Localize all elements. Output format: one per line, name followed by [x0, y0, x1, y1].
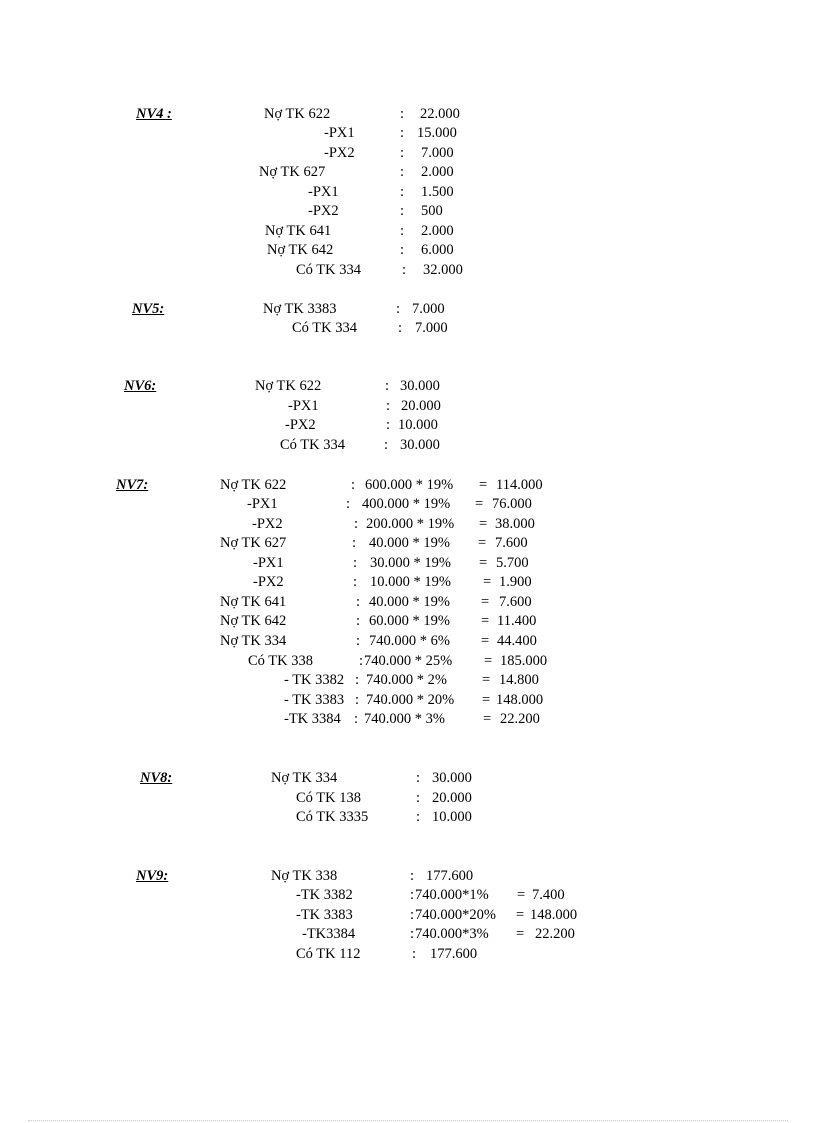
account-label: -TK 3383 [296, 907, 353, 923]
entry-label: NV8: [140, 770, 173, 786]
entry-label: NV6: [124, 378, 157, 394]
amount: 22.000 [420, 106, 460, 122]
result: 22.200 [535, 926, 575, 942]
amount: 7.000 [415, 320, 448, 336]
colon: : [353, 555, 358, 571]
colon: : [353, 574, 358, 590]
colon: : [396, 301, 401, 317]
equals: = [516, 907, 525, 923]
colon: : [400, 145, 405, 161]
colon: : [355, 672, 360, 688]
equals: = [516, 926, 525, 942]
entry-label: NV7: [116, 477, 149, 493]
result: 14.800 [499, 672, 539, 688]
formula: 60.000 * 19% [369, 613, 450, 629]
result: 7.400 [532, 887, 565, 903]
colon: : [412, 946, 417, 962]
equals: = [481, 633, 490, 649]
result: 7.600 [495, 535, 528, 551]
equals: = [483, 711, 492, 727]
colon: : [400, 125, 405, 141]
formula: 40.000 * 19% [369, 535, 450, 551]
equals: = [479, 477, 488, 493]
colon: : [354, 516, 359, 532]
result: 148.000 [530, 907, 578, 923]
account-label: Có TK 138 [296, 790, 361, 806]
result: 148.000 [496, 692, 544, 708]
formula: 600.000 * 19% [365, 477, 454, 493]
colon: : [356, 633, 361, 649]
account-label: -TK 3384 [284, 711, 341, 727]
account-label: Nợ TK 642 [220, 613, 287, 629]
colon: : [400, 184, 405, 200]
formula: 200.000 * 19% [366, 516, 455, 532]
colon: : [384, 437, 389, 453]
account-label: Nợ TK 334 [271, 770, 338, 786]
colon: : [351, 477, 356, 493]
amount: 7.000 [421, 145, 454, 161]
equals: = [484, 653, 493, 669]
colon: : [354, 711, 359, 727]
account-label: Có TK 338 [248, 653, 313, 669]
equals: = [517, 887, 526, 903]
amount: 1.500 [421, 184, 454, 200]
amount: 177.600 [426, 868, 474, 884]
colon: : [400, 223, 405, 239]
colon: : [410, 926, 415, 942]
amount: 177.600 [430, 946, 478, 962]
formula: 740.000 * 2% [366, 672, 447, 688]
amount: 20.000 [401, 398, 441, 414]
result: 1.900 [499, 574, 532, 590]
formula: 10.000 * 19% [370, 574, 451, 590]
result: 114.000 [496, 477, 543, 493]
account-label: Nợ TK 334 [220, 633, 287, 649]
colon: : [402, 262, 407, 278]
account-label: -TK3384 [302, 926, 356, 942]
amount: 20.000 [432, 790, 472, 806]
colon: : [352, 535, 357, 551]
colon: : [346, 496, 351, 512]
colon: : [356, 613, 361, 629]
account-label: Có TK 334 [296, 262, 361, 278]
result: 76.000 [492, 496, 532, 512]
equals: = [482, 692, 491, 708]
colon: : [416, 809, 421, 825]
colon: : [400, 106, 405, 122]
amount: 15.000 [417, 125, 457, 141]
account-label: -PX1 [324, 125, 355, 141]
colon: : [400, 203, 405, 219]
result: 185.000 [500, 653, 548, 669]
page-bottom-border [28, 1120, 788, 1121]
colon: : [355, 692, 360, 708]
amount: 10.000 [432, 809, 472, 825]
account-label: Có TK 334 [280, 437, 345, 453]
result: 22.200 [500, 711, 540, 727]
result: 7.600 [499, 594, 532, 610]
equals: = [475, 496, 484, 512]
account-label: -PX1 [253, 555, 284, 571]
amount: 2.000 [421, 223, 454, 239]
result: 44.400 [497, 633, 537, 649]
formula: 740.000*1% [415, 887, 489, 903]
formula: 40.000 * 19% [369, 594, 450, 610]
amount: 10.000 [398, 417, 438, 433]
formula: 740.000 * 20% [366, 692, 455, 708]
amount: 30.000 [432, 770, 472, 786]
colon: : [386, 417, 391, 433]
colon: : [398, 320, 403, 336]
formula: 740.000*20% [415, 907, 496, 923]
account-label: - TK 3382 [284, 672, 345, 688]
colon: : [359, 653, 364, 669]
colon: : [410, 907, 415, 923]
account-label: -PX2 [285, 417, 316, 433]
entry-label: NV9: [136, 868, 169, 884]
colon: : [410, 868, 415, 884]
amount: 500 [421, 203, 443, 219]
formula: 740.000*3% [415, 926, 489, 942]
amount: 30.000 [400, 437, 440, 453]
formula: 740.000 * 3% [364, 711, 445, 727]
account-label: Nợ TK 627 [259, 164, 326, 180]
equals: = [481, 613, 490, 629]
account-label: -PX2 [308, 203, 339, 219]
colon: : [385, 378, 390, 394]
formula: 740.000 * 25% [364, 653, 453, 669]
result: 5.700 [496, 555, 529, 571]
entry-label: NV5: [132, 301, 165, 317]
account-label: -PX1 [308, 184, 339, 200]
formula: 400.000 * 19% [362, 496, 451, 512]
account-label: Nợ TK 622 [255, 378, 322, 394]
entry-label: NV4 : [136, 106, 172, 122]
account-label: Nợ TK 3383 [263, 301, 337, 317]
colon: : [416, 790, 421, 806]
colon: : [416, 770, 421, 786]
amount: 2.000 [421, 164, 454, 180]
amount: 30.000 [400, 378, 440, 394]
account-label: -PX1 [247, 496, 278, 512]
account-label: Có TK 3335 [296, 809, 369, 825]
account-label: Nợ TK 642 [267, 242, 334, 258]
colon: : [400, 242, 405, 258]
account-label: Nợ TK 627 [220, 535, 287, 551]
equals: = [479, 555, 488, 571]
result: 11.400 [497, 613, 537, 629]
account-label: Nợ TK 622 [220, 477, 287, 493]
account-label: -PX2 [324, 145, 355, 161]
account-label: -PX1 [288, 398, 319, 414]
account-label: - TK 3383 [284, 692, 345, 708]
equals: = [482, 672, 491, 688]
formula: 740.000 * 6% [369, 633, 450, 649]
result: 38.000 [495, 516, 535, 532]
account-label: Nợ TK 641 [220, 594, 287, 610]
equals: = [483, 574, 492, 590]
colon: : [410, 887, 415, 903]
account-label: -PX2 [253, 574, 284, 590]
account-label: -TK 3382 [296, 887, 353, 903]
colon: : [400, 164, 405, 180]
account-label: Có TK 334 [292, 320, 357, 336]
account-label: Nợ TK 338 [271, 868, 338, 884]
account-label: Nợ TK 622 [264, 106, 331, 122]
formula: 30.000 * 19% [370, 555, 451, 571]
amount: 6.000 [421, 242, 454, 258]
amount: 32.000 [423, 262, 463, 278]
equals: = [481, 594, 490, 610]
account-label: -PX2 [252, 516, 283, 532]
equals: = [478, 535, 487, 551]
account-label: Nợ TK 641 [265, 223, 332, 239]
amount: 7.000 [412, 301, 445, 317]
colon: : [386, 398, 391, 414]
account-label: Có TK 112 [296, 946, 361, 962]
equals: = [479, 516, 488, 532]
colon: : [356, 594, 361, 610]
